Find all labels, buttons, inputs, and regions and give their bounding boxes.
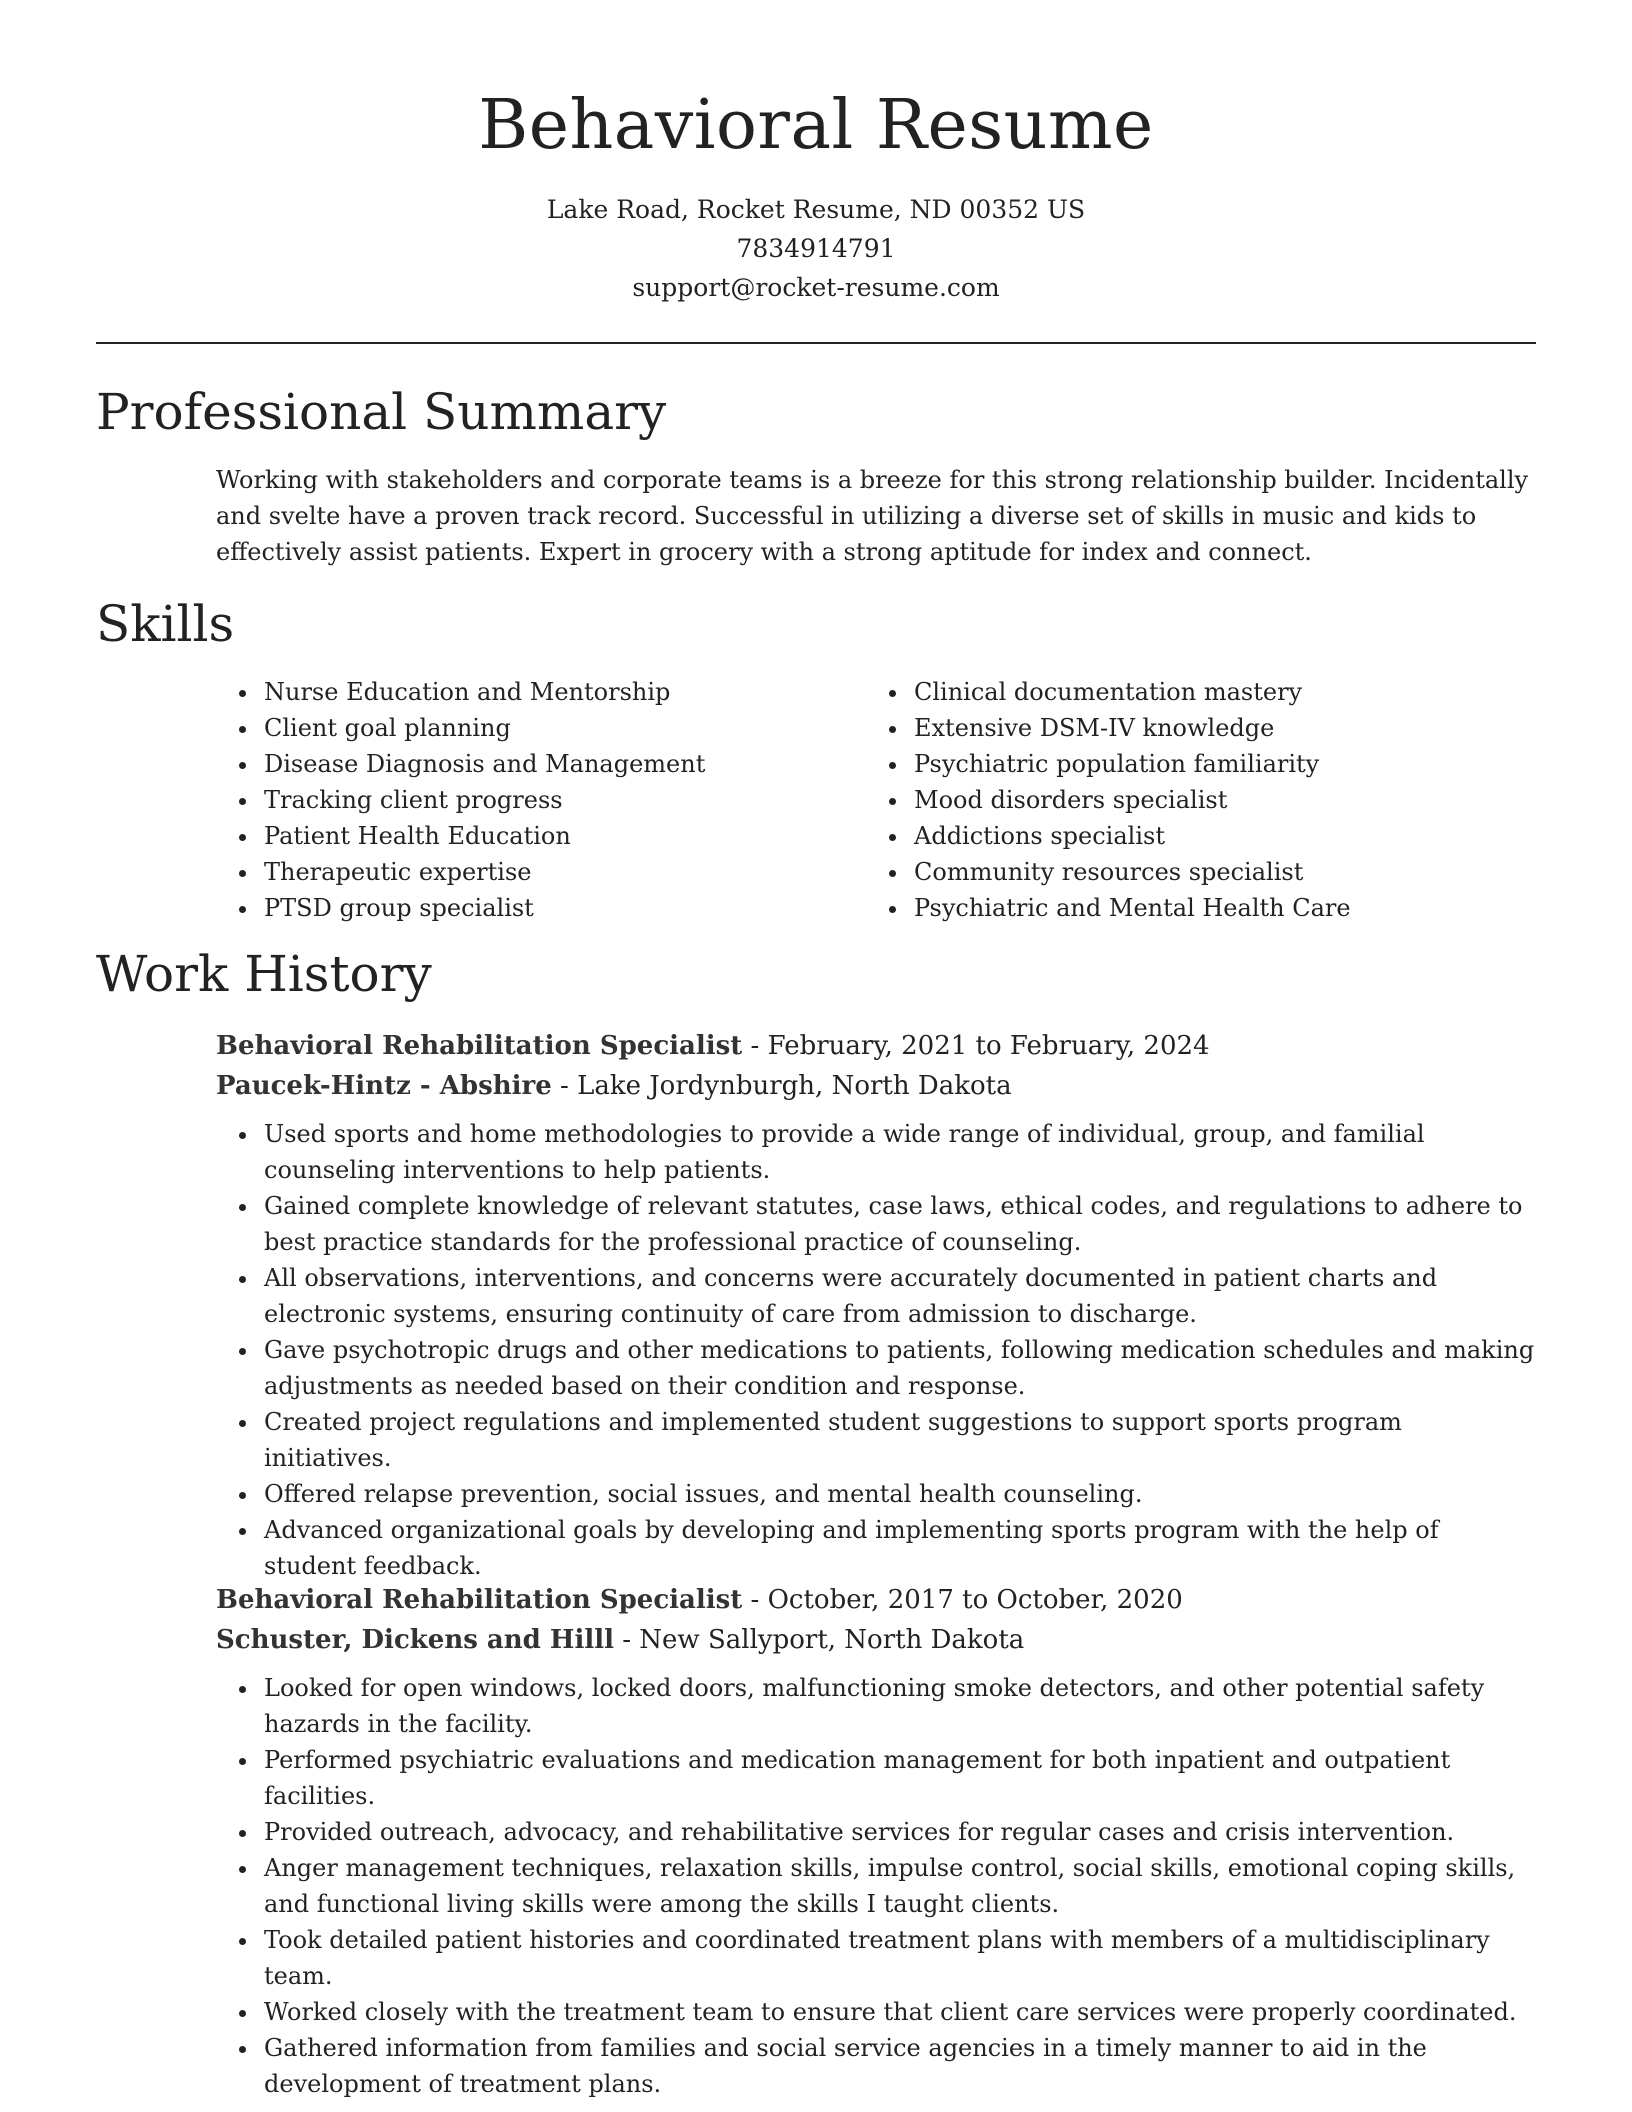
job-position: Behavioral Rehabilitation Specialist (216, 1031, 743, 1061)
skills-heading: Skills (96, 595, 235, 653)
phone-number: 7834914791 (736, 234, 896, 263)
skill-item: • Mood disorders specialist (910, 782, 1506, 818)
summary-heading: Professional Summary (96, 383, 667, 441)
job-title-line (216, 1580, 1536, 1620)
job-duty: • Took detailed patient histories and coordinated treatment plans with members of a multidisciplinary team. (260, 1922, 1536, 1994)
contact-block (96, 190, 1536, 307)
job-duty: • Gathered information from families and social service agencies in a timely manner to aid in the development of treatment plans. (260, 2030, 1536, 2102)
job-position: Behavioral Rehabilitation Specialist (216, 1585, 743, 1615)
job-duty: • Performed psychiatric evaluations and medication management for both inpatient and outpatient facilities. (260, 1742, 1536, 1814)
skill-item: • Nurse Education and Mentorship (260, 674, 856, 710)
job-company: Schuster, Dickens and Hilll (216, 1625, 614, 1655)
work-history-heading: Work History (96, 945, 432, 1003)
job-location: - Lake Jordynburgh, North Dakota (551, 1071, 1012, 1101)
job-duty: • Anger management techniques, relaxation skills, impulse control, social skills, emotional coping skills, and functional living skills were among the skills I taught clients. (260, 1850, 1536, 1922)
skills-column-left (216, 674, 856, 926)
skill-item: • Disease Diagnosis and Management (260, 746, 856, 782)
job-dates: - February, 2021 to February, 2024 (742, 1031, 1210, 1061)
job-duty: • Created project regulations and implemented student suggestions to support sports program initiatives. (260, 1404, 1536, 1476)
header-divider (96, 342, 1536, 344)
job-duty: • All observations, interventions, and concerns were accurately documented in patient charts and electronic systems, ensuring continuity of care from admission to discharge. (260, 1260, 1536, 1332)
job-duties-list (216, 1116, 1536, 1584)
skill-item: • Patient Health Education (260, 818, 856, 854)
job-duty: • Worked closely with the treatment team to ensure that client care services were properly coordinated. (260, 1994, 1536, 2030)
job-duties-list (216, 1670, 1536, 2102)
summary-text: Working with stakeholders and corporate teams is a breeze for this strong relationship builder. Incidentally and svelte have a proven track record. Successful in utilizing a diverse set of skills in music and kids to effectively assist patients. Expert in grocery with a strong aptitude for index and connect. (216, 466, 1529, 566)
job-dates: - October, 2017 to October, 2020 (742, 1585, 1183, 1615)
job-duty: • Looked for open windows, locked doors, malfunctioning smoke detectors, and other potential safety hazards in the facility. (260, 1670, 1536, 1742)
job-bullets (216, 1116, 1536, 1584)
job-header (216, 1580, 1536, 1660)
job-duty: • Used sports and home methodologies to provide a wide range of individual, group, and familial counseling interventions to help patients. (260, 1116, 1536, 1188)
job-title-line (216, 1026, 1536, 1066)
job-company-line (216, 1620, 1536, 1660)
skill-item: • Psychiatric and Mental Health Care (910, 890, 1506, 926)
skill-item: • PTSD group specialist (260, 890, 856, 926)
skill-item: • Client goal planning (260, 710, 856, 746)
email-address: support@rocket-resume.com (632, 273, 1000, 302)
skill-item: • Therapeutic expertise (260, 854, 856, 890)
job-duty: • Gave psychotropic drugs and other medications to patients, following medication schedules and making adjustments as needed based on their condition and response. (260, 1332, 1536, 1404)
skill-item: • Extensive DSM-IV knowledge (910, 710, 1506, 746)
job-bullets (216, 1670, 1536, 2102)
job-duty: • Offered relapse prevention, social issues, and mental health counseling. (260, 1476, 1536, 1512)
resume-header (96, 80, 1536, 307)
job-location: - New Sallyport, North Dakota (613, 1625, 1025, 1655)
candidate-name: Behavioral Resume (478, 86, 1154, 165)
job-company-line (216, 1066, 1536, 1106)
skills-list-right (866, 674, 1506, 926)
address: Lake Road, Rocket Resume, ND 00352 US (546, 195, 1086, 224)
job-header (216, 1026, 1536, 1106)
job-duty: • Provided outreach, advocacy, and rehabilitative services for regular cases and crisis intervention. (260, 1814, 1536, 1850)
job-duty: • Gained complete knowledge of relevant statutes, case laws, ethical codes, and regulations to adhere to best practice standards for the professional practice of counseling. (260, 1188, 1536, 1260)
skills-column-right (866, 674, 1506, 926)
job-company: Paucek-Hintz - Abshire (216, 1071, 552, 1101)
skill-item: • Tracking client progress (260, 782, 856, 818)
job-duty: • Advanced organizational goals by developing and implementing sports program with the help of student feedback. (260, 1512, 1536, 1584)
skill-item: • Clinical documentation mastery (910, 674, 1506, 710)
skill-item: • Addictions specialist (910, 818, 1506, 854)
skills-list-left (216, 674, 856, 926)
skill-item: • Psychiatric population familiarity (910, 746, 1506, 782)
skill-item: • Community resources specialist (910, 854, 1506, 890)
